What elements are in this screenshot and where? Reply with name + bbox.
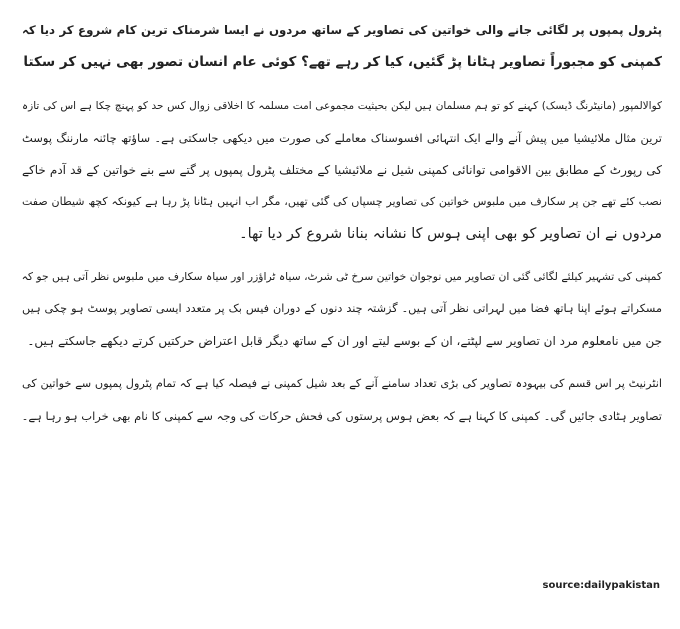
paragraph-1 — [22, 90, 662, 250]
paragraph-line: مسکراتے ہوئے اپنا ہاتھ فضا میں لہراتی نظر آتی ہیں۔ گزشتہ چند دنوں کے دوران فیس بک پر متعدد ایسی تصاویر پوسٹ ہو چکی ہیں — [22, 302, 662, 315]
paragraph-line: نصب کئے تھے جن پر سکارف میں ملبوس خواتین کی تصاویر چسپاں کی گئی تھیں، مگر اب انہیں ہٹانا پڑ رہا ہے کیونکہ کچھ شیطان صفت — [22, 195, 662, 208]
paragraph-line: جن میں نامعلوم مرد ان تصاویر سے لپٹتے، ان کے بوسے لیتے اور ان کے ساتھ دیگر قابل اعتراض حرکتیں کرتے دیکھے جاسکتے ہیں۔ — [27, 334, 662, 348]
paragraph-line: انٹرنیٹ پر اس قسم کی بیہودہ تصاویر کی بڑی تعداد سامنے آنے کے بعد شیل کمپنی نے فیصلہ کیا ہے کہ تمام پٹرول پمپوں سے خواتین کی — [22, 377, 662, 390]
source-credit: source:dailypakistan — [542, 580, 660, 591]
paragraph-line: تصاویر ہٹادی جائیں گی۔ کمپنی کا کہنا ہے کہ بعض ہوس پرستوں کی فحش حرکات کی وجہ سے کمپنی کا نام بھی خراب ہو رہا ہے۔ — [22, 409, 662, 423]
headline-line: پٹرول پمپوں پر لگائی جانے والی خواتین کی تصاویر کے ساتھ مردوں نے ایسا شرمناک ترین کام شروع کر دیا کہ — [22, 23, 662, 37]
paragraph-line: کی رپورٹ کے مطابق بین الاقوامی توانائی کمپنی شیل نے ملائیشیا کے مختلف پٹرول پمپوں پر گتے سے بنے خواتین کے قد آدم خاکے — [22, 163, 662, 177]
paragraph-2 — [22, 261, 662, 357]
paragraph-line: مردوں نے ان تصاویر کو بھی اپنی ہوس کا نشانہ بنانا شروع کر دیا تھا۔ — [239, 226, 662, 242]
paragraph-line: کمپنی کی تشہیر کیلئے لگائی گئی ان تصاویر میں نوجوان خواتین سرخ ٹی شرٹ، سیاہ ٹراﺅزر اور سیاہ سکارف میں ملبوس نظر آتی ہیں جو کہ — [22, 270, 662, 283]
paragraph-3 — [22, 368, 662, 432]
headline-line: کمپنی کو مجبوراً تصاویر ہٹانا پڑ گئیں، کیا کر رہے تھے؟ کوئی عام انسان تصور بھی نہیں کر سکتا — [23, 54, 662, 70]
headline — [22, 14, 662, 78]
paragraph-line: کوالالمپور (مانیٹرنگ ڈیسک) کہنے کو تو ہم مسلمان ہیں لیکن بحیثیت مجموعی امت مسلمہ کا اخلاقی زوال کس حد کو پہنچ چکا ہے اس کی تازہ — [22, 100, 662, 112]
paragraph-line: ترین مثال ملائیشیا میں پیش آنے والے ایک انتہائی افسوسناک معاملے کی صورت میں دیکھی جاسکتی ہے۔ ساﺅتھ چائنہ مارننگ پوسٹ — [22, 131, 662, 145]
